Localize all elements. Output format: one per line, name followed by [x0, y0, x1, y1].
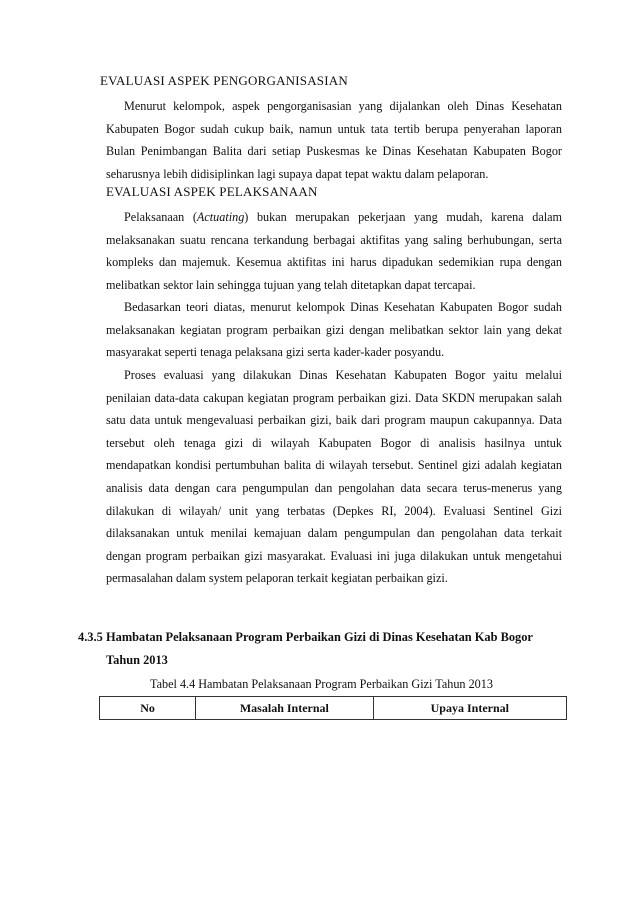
table-caption: Tabel 4.4 Hambatan Pelaksanaan Program Perbaikan Gizi Tahun 2013	[150, 677, 493, 691]
hambatan-table	[99, 696, 567, 720]
column-header-upaya-internal: Upaya Internal	[373, 697, 566, 720]
table-header-row	[100, 697, 567, 720]
section-title-line1: Hambatan Pelaksanaan Program Perbaikan Gizi di Dinas Kesehatan Kab Bogor	[106, 630, 533, 644]
section-heading-4-3-5	[78, 626, 564, 671]
paragraph-pelaksanaan-start: Pelaksanaan (	[124, 210, 197, 224]
section-title-line2: Tahun 2013	[106, 652, 168, 667]
paragraph-pelaksanaan-rest: ) bukan merupakan pekerjaan yang mudah, karena dalam melaksanakan suatu rencana terkandung berbagai aktifitas yang saling berhubungan, serta kompleks dan majemuk. Kesemua aktifitas ini harus dipadukan sedemikian rupa dengan melibatkan sektor lain sehingga tujuan yang telah ditetapkan dapat tercapai.	[106, 210, 563, 292]
heading-evaluasi-pengorganisasian: EVALUASI ASPEK PENGORGANISASIAN	[100, 73, 348, 88]
paragraph-pelaksanaan	[106, 206, 562, 296]
paragraph-bedasarkan-teori: Bedasarkan teori diatas, menurut kelompok Dinas Kesehatan Kabupaten Bogor sudah melaksanakan kegiatan program perbaikan gizi dengan melibatkan sektor lain yang dekat masyarakat seperti tenaga pelaksana gizi serta kader-kader posyandu.	[106, 300, 562, 360]
section-number: 4.3.5	[78, 630, 103, 644]
paragraph-pengorganisasian: Menurut kelompok, aspek pengorganisasian yang dijalankan oleh Dinas Kesehatan Kabupaten Bogor sudah cukup baik, namun untuk tata tertib berupa penyerahan laporan Bulan Penimbangan Balita dari setiap Puskesmas ke Dinas Kesehatan Kabupaten Bogor seharusnya lebih didisiplinkan lagi supaya dapat tepat waktu dalam pelaporan.	[106, 99, 562, 181]
column-header-no: No	[100, 697, 196, 720]
column-header-masalah-internal: Masalah Internal	[196, 697, 374, 720]
paragraph-proses-evaluasi: Proses evaluasi yang dilakukan Dinas Kesehatan Kabupaten Bogor yaitu melalui penilaian data-data cakupan kegiatan program perbaikan gizi. Data SKDN merupakan salah satu data untuk mengevaluasi perbaikan gizi, baik dari program maupun cakupannya. Data tersebut oleh tenaga gizi di wilayah Kabupaten Bogor di analisis hasilnya untuk mendapatkan kondisi pertumbuhan balita di wilayah tersebut. Sentinel gizi adalah kegiatan analisis data dengan cara pengumpulan dan pengolahan data secara terus-menerus yang dilakukan di wilayah/ unit yang terbatas (Depkes RI, 2004). Evaluasi Sentinel Gizi dilaksanakan untuk menilai kemajuan dalam pengumpulan dan pengolahan data terkait dengan program perbaikan gizi masyarakat. Evaluasi ini juga dilakukan untuk mengetahui permasalahan dalam system pelaporan terkait kegiatan perbaikan gizi.	[106, 368, 562, 586]
heading-evaluasi-pelaksanaan: EVALUASI ASPEK PELAKSANAAN	[106, 184, 318, 199]
actuating-term: Actuating	[196, 210, 245, 224]
